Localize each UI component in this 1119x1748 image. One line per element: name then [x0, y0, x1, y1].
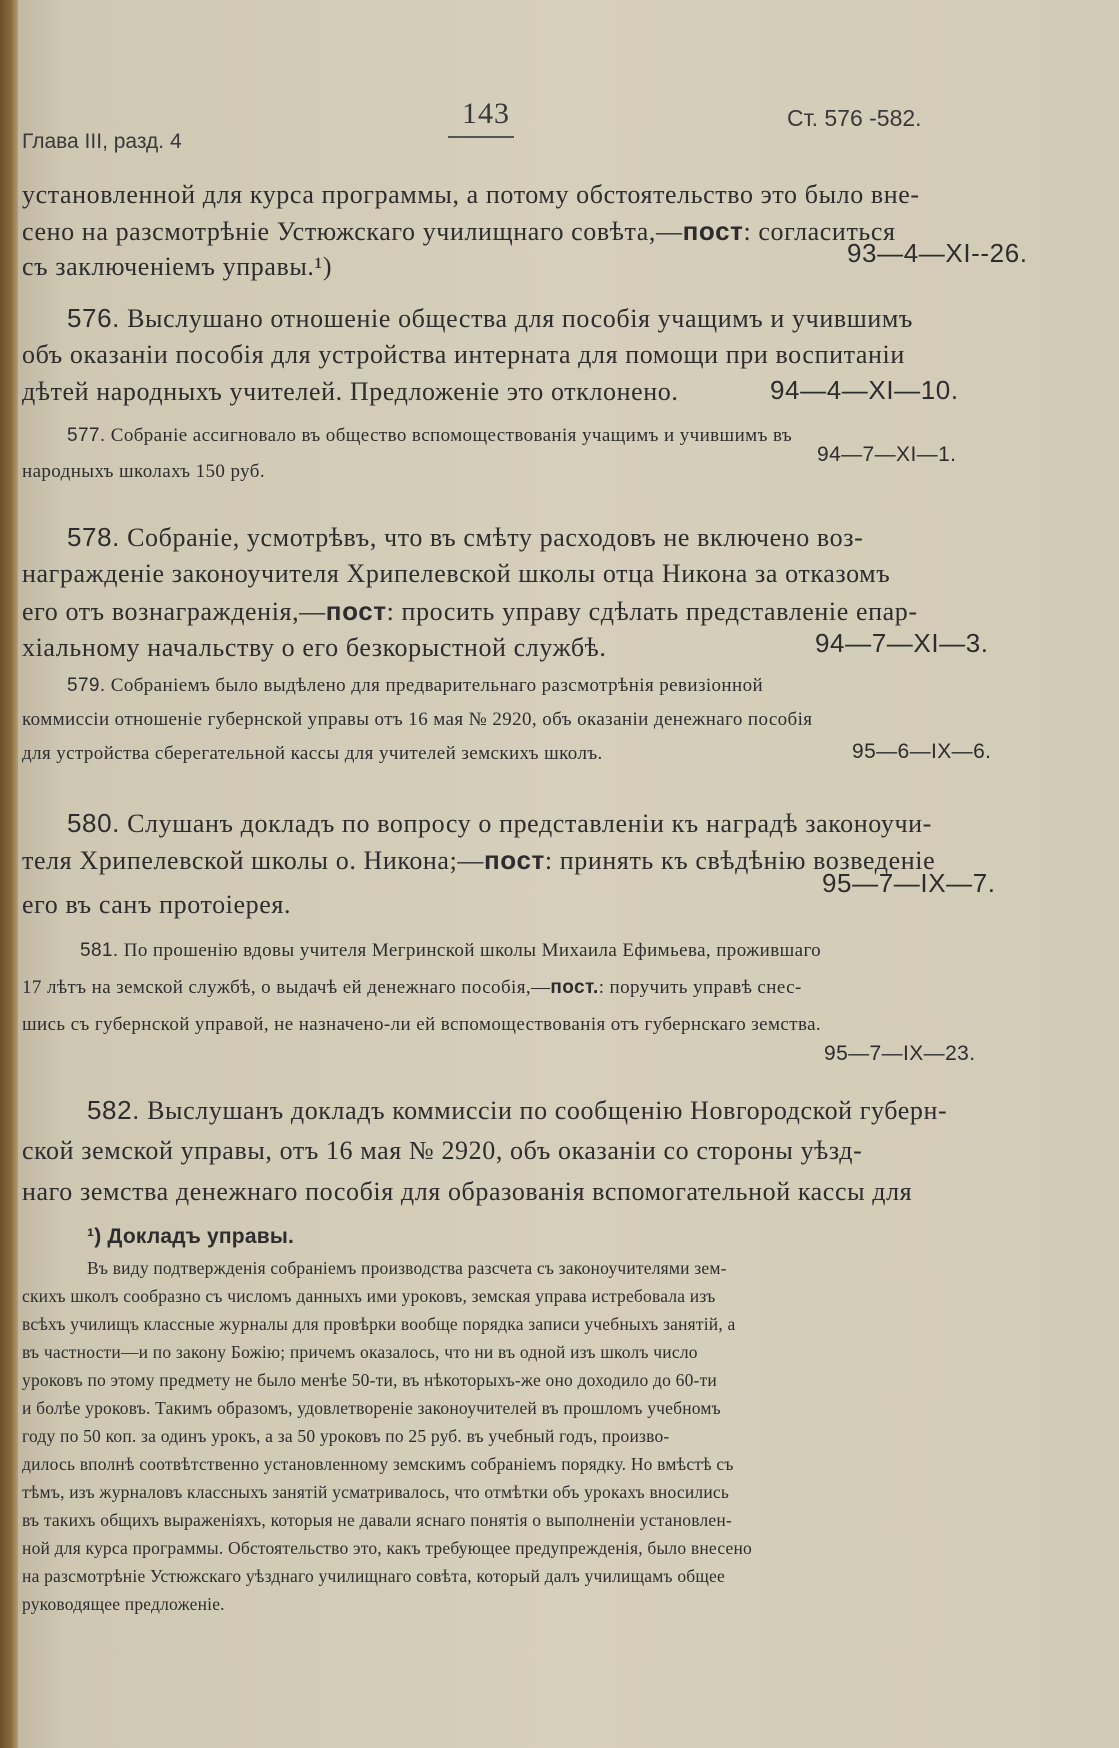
post-label: пост [682, 216, 744, 246]
footnote-line: руководящее предложеніе. [22, 1594, 225, 1614]
reference-code: 94—7—XI—1. [817, 443, 957, 466]
footnote-line: въ частности—и по закону Божію; причемъ оказалось, что ни въ одной изъ школъ число [22, 1342, 698, 1362]
intro-line-3: съ заключеніемъ управы.¹) [22, 252, 333, 281]
reference-code: 95—7—IX—23. [824, 1042, 976, 1065]
entry-line-2: объ оказаніи пособія для устройства интерната для помощи при воспитаніи [22, 340, 905, 369]
entry-line-1: Выслушанъ докладъ коммиссіи по сообщенію Новгородской губерн- [140, 1096, 948, 1125]
entry-line-2: теля Хрипелевской школы о. Никона;—пост: принять къ свѣдѣнію возведеніе [22, 845, 936, 875]
entry-line-3: его въ санъ протоіерея. [22, 890, 292, 919]
footnote-line: на разсмотрѣніе Устюжскаго уѣзднаго училищнаго совѣта, который далъ училищамъ общее [22, 1566, 725, 1586]
entry-579 [22, 675, 1012, 764]
entry-line-1: Собраніе ассигновало въ общество вспомоществованія учащимъ и учившимъ въ [105, 425, 793, 446]
entry-576 [22, 303, 1012, 406]
entry-line-1: Собраніемъ было выдѣлено для предварительнаго разсмотрѣнія ревизіонной [105, 675, 764, 696]
entry-line-1: Слушанъ докладъ по вопросу о представленіи къ наградѣ законоучи- [120, 809, 932, 838]
entry-number: 580. [67, 808, 121, 838]
entry-line-2: ской земской управы, отъ 16 мая № 2920, объ оказаніи со стороны уѣзд- [22, 1136, 863, 1165]
entry-line-1: Собраніе, усмотрѣвъ, что въ смѣту расходовъ не включено воз- [120, 523, 864, 552]
footnote-line: всѣхъ училищъ классные журналы для провѣрки вообще порядка записи учебныхъ занятій, а [22, 1314, 736, 1334]
footnote-line: скихъ школъ сообразно съ числомъ данныхъ ими уроковъ, земская управа истребовала изъ [22, 1286, 716, 1306]
entry-582 [22, 1095, 1012, 1206]
entry-number: 582. [87, 1095, 141, 1125]
page-header [0, 95, 1119, 155]
entry-578 [22, 522, 1012, 662]
book-spine-edge [0, 0, 18, 1748]
entry-line-4: хіальному начальству о его безкорыстной службѣ. [22, 633, 607, 662]
intro-line-1: установленной для курса программы, а потому обстоятельство это было вне- [22, 180, 920, 209]
entry-580 [22, 808, 1012, 919]
reference-code: 94—4—XI—10. [770, 375, 959, 405]
reference-code: 93—4—XI--26. [847, 238, 1028, 268]
footnote-line: дилось вполнѣ соотвѣтственно установленному земскимъ собраніемъ порядку. Но вмѣстѣ съ [22, 1454, 734, 1474]
entry-line-1: Выслушано отношеніе общества для пособія учащимъ и учившимъ [120, 304, 913, 333]
articles-range: Ст. 576 -582. [787, 105, 922, 131]
post-label: пост. [550, 977, 599, 998]
chapter-label: Глава III, разд. 4 [22, 130, 182, 153]
entry-line-2: награжденіе законоучителя Хрипелевской школы отца Никона за отказомъ [22, 559, 891, 588]
entry-number: 579. [67, 675, 106, 696]
entry-number: 581. [80, 940, 119, 961]
page-number-rule [448, 136, 514, 138]
entry-577 [22, 425, 1012, 482]
reference-code: 95—6—IX—6. [852, 740, 992, 763]
entry-line-2: коммиссіи отношеніе губернской управы отъ 16 мая № 2920, объ оказаніи денежнаго пособія [22, 709, 813, 730]
reference-code: 95—7—IX—7. [822, 868, 996, 898]
footnote-title: ¹) Докладъ управы. [87, 1225, 294, 1248]
footnote-line: и болѣе уроковъ. Такимъ образомъ, удовлетвореніе законоучителей въ прошломъ учебномъ [22, 1398, 721, 1418]
footnote [22, 1225, 1012, 1614]
entry-line-3: шись съ губернской управой, не назначено-ли ей вспомоществованія отъ губернскаго земства. [22, 1014, 822, 1035]
footnote-line: ной для курса программы. Обстоятельство это, какъ требующее предупрежденія, было внесено [22, 1538, 752, 1558]
footnote-line: тѣмъ, изъ журналовъ классныхъ занятій усматривалось, что отмѣтки объ урокахъ вносились [22, 1482, 730, 1502]
entry-581 [22, 940, 1012, 1065]
entry-number: 577. [67, 425, 106, 446]
entry-line-1: По прошенію вдовы учителя Мегринской школы Михаила Ефимьева, прожившаго [118, 940, 822, 961]
page-number: 143 [462, 97, 510, 130]
footnote-line: уроковъ по этому предмету не было менѣе 50-ти, въ нѣкоторыхъ-же оно доходило до 60-ти [22, 1370, 717, 1390]
entry-number: 576. [67, 303, 121, 333]
intro-line-2: сено на разсмотрѣніе Устюжскаго училищнаго совѣта,—пост: согласиться [22, 216, 896, 246]
entry-line-2: 17 лѣтъ на земской службѣ, о выдачѣ ей денежнаго пособія,—пост.: поручить управѣ снес- [22, 977, 802, 998]
entry-line-3: для устройства сберегательной кассы для учителей земскихъ школъ. [22, 743, 603, 764]
intro-paragraph [22, 180, 1028, 281]
footnote-line: году по 50 коп. за одинъ урокъ, а за 50 уроковъ по 25 руб. въ учебный годъ, произво- [22, 1426, 670, 1446]
entry-line-3: его отъ вознагражденія,—пост: просить управу сдѣлать представленіе епар- [22, 596, 918, 626]
post-label: пост [325, 596, 387, 626]
entry-number: 578. [67, 522, 121, 552]
entry-line-2: народныхъ школахъ 150 руб. [22, 461, 265, 482]
entry-line-3: дѣтей народныхъ учителей. Предложеніе это отклонено. [22, 377, 679, 406]
entry-line-3: наго земства денежнаго пособія для образованія вспомогательной кассы для [22, 1177, 913, 1206]
post-label: пост [484, 845, 545, 875]
footnote-line: Въ виду подтвержденія собраніемъ производства разсчета съ законоучителями зем- [87, 1258, 727, 1278]
footnote-line: въ такихъ общихъ выраженіяхъ, которыя не давали яснаго понятія о выполненіи установлен- [22, 1510, 732, 1530]
reference-code: 94—7—XI—3. [815, 628, 989, 658]
